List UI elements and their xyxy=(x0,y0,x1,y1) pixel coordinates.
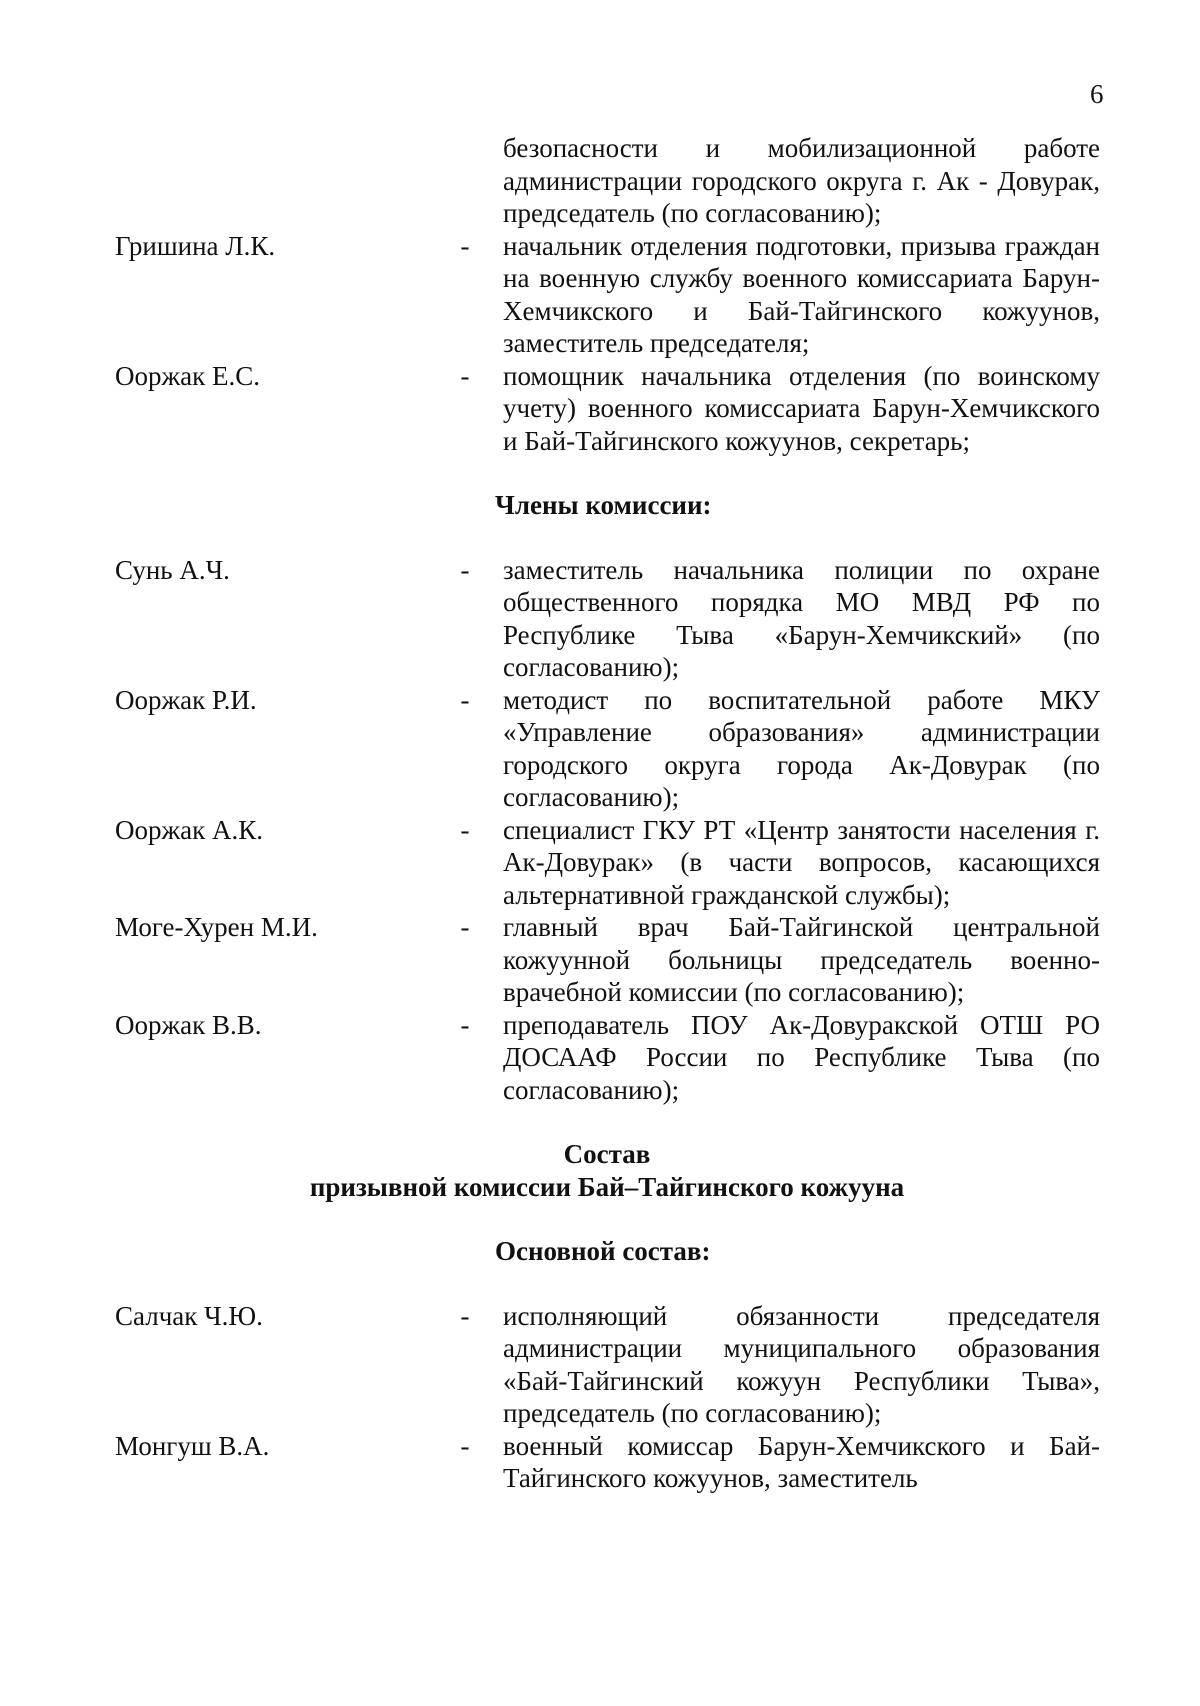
member-name: Ооржак А.К. xyxy=(115,814,264,845)
members-heading: Члены комиссии: xyxy=(495,490,712,520)
entry-dash: - xyxy=(460,1300,470,1331)
entry-dash: - xyxy=(460,554,470,585)
entry-dash: - xyxy=(460,1009,470,1040)
member-name: Моге-Хурен М.И. xyxy=(115,912,318,942)
member-role: главный врач Бай-Тайгинской центральной кожуунной больницы председатель военно-врачебной комиссии (по согласованию); xyxy=(503,912,1100,1007)
member-name: Гришина Л.К. xyxy=(115,230,276,261)
member-name: Сунь А.Ч. xyxy=(115,554,230,585)
member-role: методист по воспитательной работе МКУ «Управление образования» администрации городского округа города Ак-Довурак (по согласованию); xyxy=(503,684,1100,812)
page-number: 6 xyxy=(1090,79,1104,109)
member-name: Монгуш В.А. xyxy=(115,1430,270,1461)
commission-entry-mongush xyxy=(0,1430,1200,1495)
commission-entry-salchak xyxy=(0,1300,1200,1430)
main-composition-heading: Основной состав: xyxy=(495,1236,711,1266)
member-role: помощник начальника отделения (по воинскому учету) военного комиссариата Барун-Хемчикского и Бай-Тайгинского кожуунов, секретарь; xyxy=(503,360,1100,456)
member-role: военный комиссар Барун-Хемчикского и Бай-Тайгинского кожуунов, заместитель xyxy=(503,1430,1100,1493)
commission-entry-oorzhak-es xyxy=(0,360,1200,458)
member-role: начальник отделения подготовки, призыва граждан на военную службу военного комиссариата Барун-Хемчикского и Бай-Тайгинского кожуунов, заместитель председателя; xyxy=(503,230,1100,358)
document-body xyxy=(0,132,1200,1495)
commission-entry-moge-khuren xyxy=(0,911,1200,1009)
entry-dash: - xyxy=(460,814,470,845)
section-title-line-2: призывной комиссии Бай–Тайгинского кожууна xyxy=(309,1171,905,1202)
commission-entry-oorzhak-ak xyxy=(0,814,1200,912)
entry-dash: - xyxy=(460,360,470,391)
commission-entry-oorzhak-ri xyxy=(0,684,1200,814)
entry-dash: - xyxy=(460,230,470,261)
member-role: специалист ГКУ РТ «Центр занятости населения г. Ак-Довурак» (в части вопросов, касающихся альтернативной гражданской службы); xyxy=(503,814,1100,910)
member-name: Ооржак В.В. xyxy=(115,1009,262,1040)
entry-dash: - xyxy=(460,1430,470,1461)
member-name: Ооржак Р.И. xyxy=(115,684,257,715)
member-role: преподаватель ПОУ Ак-Довуракской ОТШ РО ДОСААФ России по Республике Тыва (по согласованию); xyxy=(503,1009,1100,1105)
member-name: Ооржак Е.С. xyxy=(115,360,261,391)
entry-dash: - xyxy=(460,684,470,715)
section-title-line-1: Состав xyxy=(563,1139,651,1169)
commission-entry-oorzhak-vv xyxy=(0,1009,1200,1107)
section-title xyxy=(0,1138,1200,1203)
commission-entry-sun xyxy=(0,554,1200,684)
member-role: исполняющий обязанности председателя администрации муниципального образования «Бай-Тайгинский кожуун Республики Тыва», председатель (по согласованию); xyxy=(503,1300,1100,1428)
member-name: Салчак Ч.Ю. xyxy=(115,1300,263,1331)
member-role: заместитель начальника полиции по охране общественного порядка МО МВД РФ по Республике Тыва «Барун-Хемчикский» (по согласованию); xyxy=(503,554,1100,682)
entry-dash: - xyxy=(460,912,470,942)
commission-entry-grishina xyxy=(0,230,1200,360)
continuation-text: безопасности и мобилизационной работе администрации городского округа г. Ак - Довурак, председатель (по согласованию); xyxy=(503,133,1100,228)
